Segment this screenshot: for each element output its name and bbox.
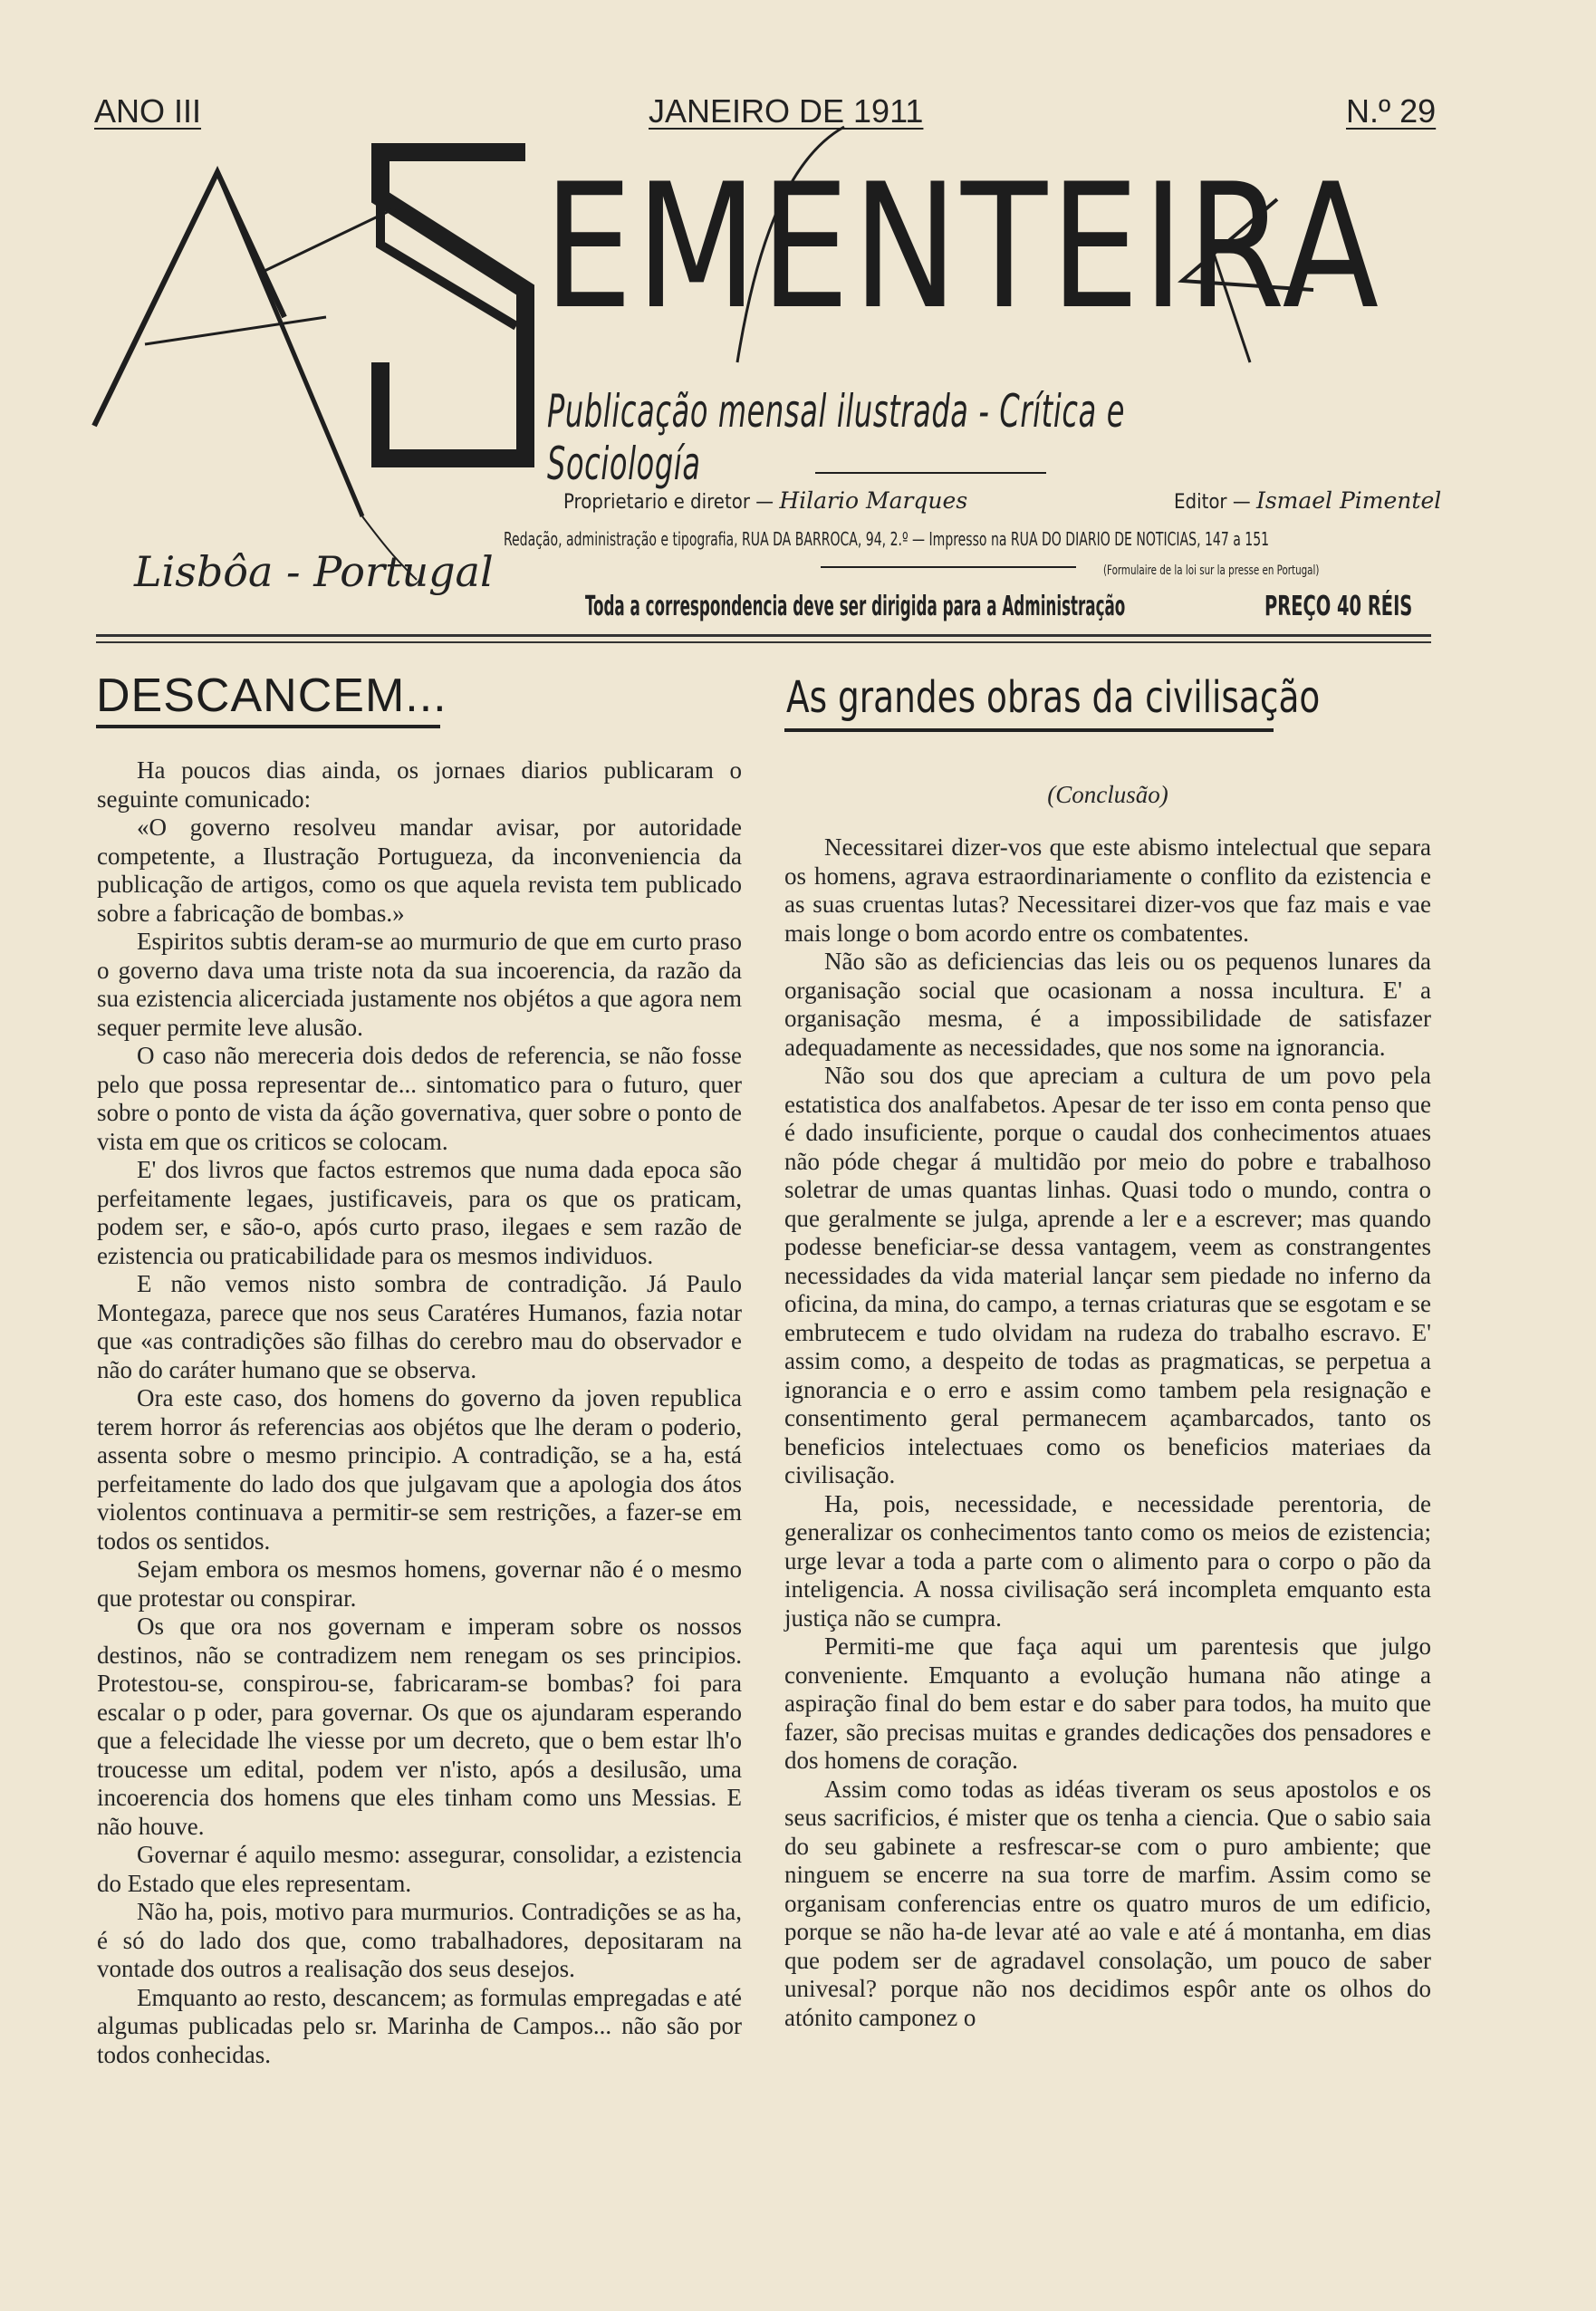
editor-name: Ismael Pimentel bbox=[1255, 487, 1442, 514]
address-line: Redação, administração e tipografia, RUA DA BARROCA, 94, 2.º — Impresso na RUA DO DIARIO DE NOTICIAS, 147 a 151 bbox=[504, 528, 1270, 550]
paragraph: Ha poucos dias ainda, os jornaes diarios publicaram o seguinte comunicado: bbox=[97, 756, 742, 813]
paragraph: O caso não mereceria dois dedos de referencia, se não fosse pelo que possa representar de... sintomatico para o futuro, quer sobre o ponto de vista da áção governativa, quer sobre o ponto de vista em que os criticos se colocam. bbox=[97, 1042, 742, 1155]
masthead-subtitle: Publicação mensal ilustrada - Crítica e Sociología bbox=[547, 385, 1126, 490]
right-article-note: (Conclusão) bbox=[1047, 781, 1168, 808]
paragraph: E' dos livros que factos estremos que numa dada epoca são perfeitamente legaes, justificaveis, para os que os praticam, podem ser, e são-o, após curto praso, ilegaes e sem razão de ezistencia ou praticabilidade para os mesmos individuos. bbox=[97, 1156, 742, 1269]
proprietor-line bbox=[563, 487, 967, 514]
issue-date: JANEIRO DE 1911 bbox=[649, 92, 924, 130]
paragraph: Ha, pois, necessidade, e necessidade perentoria, de generalizar os conhecimentos tanto como os meios de ezistencia; urge levar a toda a parte com o alimento para o corpo o pão da inteligencia. A nossa civilisação será incompleta emquanto esta justiça não se cumpra. bbox=[784, 1489, 1431, 1632]
paragraph: Não sou dos que apreciam a cultura de um povo pela estatistica dos analfabetos. Apesar de ter isso em conta penso que é dado insuficiente, porque o caudal dos conhecimentos atuaes não póde chegar á multidão por meio do pobre e trabalhoso soletrar de umas quantas linhas. Quasi todo o mundo, contra o que geralmente se julga, aprende a ler e a escrever; mas quando podesse beneficiar-se dessa vantagem, veem as constrangentes necessidades da vida material lançar sem piedade no inferno da oficina, da mina, do campo, a ternas criaturas que se esgotam e se embrutecem e tudo olvidam na rudeza do trabalho escravo. E' assim como, a despeito de todas as pragmaticas, se perpetua a ignorancia e o erro e assim como tambem pela resignação e consentimento geral permanecem açambarcados, tanto os beneficios intelectuaes como os beneficios materiaes da civilisação. bbox=[784, 1062, 1431, 1488]
paragraph: Espiritos subtis deram-se ao murmurio de que em curto praso o governo dava uma triste nota da sua incoerencia, da razão da sua ezistencia alicerciada justamente nos objétos a que agora nem sequer permite leve alusão. bbox=[97, 928, 742, 1041]
editor-label: Editor — bbox=[1174, 491, 1256, 514]
paragraph: Assim como todas as idéas tiveram os seus apostolos e os seus sacrificios, é mister que os tenha a ciencia. Que o sabio saia do seu gabinete a resfrescar-se com o puro ambiente; que ninguem se encerre na sua torre de marfim. Assim como se organisam conferencias entre os quatro muros de um edificio, porque se não ha-de levar até ao vale e até á montanha, em dias que podem ser de agradavel consolação, um pouco de saber univesal? porque não nos decidimos espôr ante os olhos do atónito camponez o bbox=[784, 1775, 1431, 2031]
header-rule-top bbox=[96, 634, 1431, 637]
paragraph: Emquanto ao resto, descancem; as formulas empregadas e até algumas publicadas pelo sr. Marinha de Campos... não são por todos conhecidas. bbox=[97, 1983, 742, 2068]
paragraph: Os que ora nos governam e imperam sobre os nossos destinos, não se contradizem nem renegam os ses principios. Protestou-se, conspirou-se, fabricaram-se bombas? foi para escalar o p oder, para governar. Os que os ajundaram esperando que a felecidade lhe viesse por um decreto, que o bem estar lh'o troucesse um edital, podem ver n'isto, após a desilusão, uma incoerencia dos homens que eles tinham como uns Messias. E não houve. bbox=[97, 1613, 742, 1840]
proprietor-label: Proprietario e diretor — bbox=[563, 491, 780, 514]
right-article-body bbox=[784, 833, 1431, 2032]
proprietor-name: Hilario Marques bbox=[779, 487, 968, 514]
paragraph: «O governo resolveu mandar avisar, por autoridade competente, a Ilustração Portugueza, da inconveniencia da publicação de artigos, como os que aquela revista tem publicado sobre a fabricação de bombas.» bbox=[97, 814, 742, 927]
price-label: PREÇO 40 RÉIS bbox=[1264, 591, 1413, 622]
paragraph: Necessitarei dizer-vos que este abismo intelectual que separa os homens, agrava estraordinariamente o conflito da ezistencia e as suas cruentas lutas? Necessitarei dizer-vos que faz mais e vae mais longe o bom acordo entre os combatentes. bbox=[784, 833, 1431, 947]
paragraph: Não são as deficiencias das leis ou os pequenos lunares da organisação social que ocasionam a nossa incultura. E' a organisação mesma, é a impossibilidade de satisfazer adequadamente as necessidades, que nos some na ignorancia. bbox=[784, 948, 1431, 1061]
right-article-title: As grandes obras da civilisação bbox=[786, 672, 1321, 723]
place-signature: Lisbôa - Portugal bbox=[134, 547, 494, 596]
paragraph: Sejam embora os mesmos homens, governar não é o mesmo que protestar ou conspirar. bbox=[97, 1555, 742, 1612]
left-article-body bbox=[97, 756, 742, 2069]
left-title-underline bbox=[96, 725, 440, 728]
paragraph: Não ha, pois, motivo para murmurios. Contradições se as ha, é só do lado dos que, como trabalhadores, depositaram na vontade dos outros a realisação dos seus desejos. bbox=[97, 1898, 742, 1982]
paragraph: E não vemos nisto sombra de contradição. Já Paulo Montegaza, parece que nos seus Caratéres Humanos, fazia notar que «as contradições são filhas do cerebro mau do observador e não do caráter humano que se observa. bbox=[97, 1270, 742, 1383]
left-article-title: DESCANCEM... bbox=[96, 669, 447, 722]
correspondence-note: Toda a correspondencia deve ser dirigida para a Administração bbox=[585, 591, 1126, 622]
issue-number: N.º 29 bbox=[1346, 92, 1437, 130]
editor-line bbox=[1174, 487, 1441, 514]
press-law-note: (Formulaire de la loi sur la presse en Portugal) bbox=[1103, 563, 1320, 578]
header-rule-bottom bbox=[96, 641, 1431, 643]
paragraph: Governar é aquilo mesmo: assegurar, consolidar, a ezistencia do Estado que eles representam. bbox=[97, 1841, 742, 1897]
right-title-underline bbox=[784, 728, 1274, 732]
paragraph: Permiti-me que faça aqui um parentesis que julgo conveniente. Emquanto a evolução humana não atinge a aspiração final do bem estar e do saber para todos, ha muito que fazer, são precisas muitas e grandes dedicações dos pensadores e dos homens de coração. bbox=[784, 1632, 1431, 1774]
paragraph: Ora este caso, dos homens do governo da joven republica terem horror ás referencias aos objétos que lhe deram o poderio, assenta sobre o mesmo principio. A contradição, se a ha, está perfeitamente do lado dos que julgavam que a apologia dos átos violentos continuava a permitir-se sem restrições, a fazer-se em todos os sentidos. bbox=[97, 1384, 742, 1555]
volume-label: ANO III bbox=[94, 92, 202, 130]
masthead-title: EMENTEIRA bbox=[543, 147, 1382, 347]
